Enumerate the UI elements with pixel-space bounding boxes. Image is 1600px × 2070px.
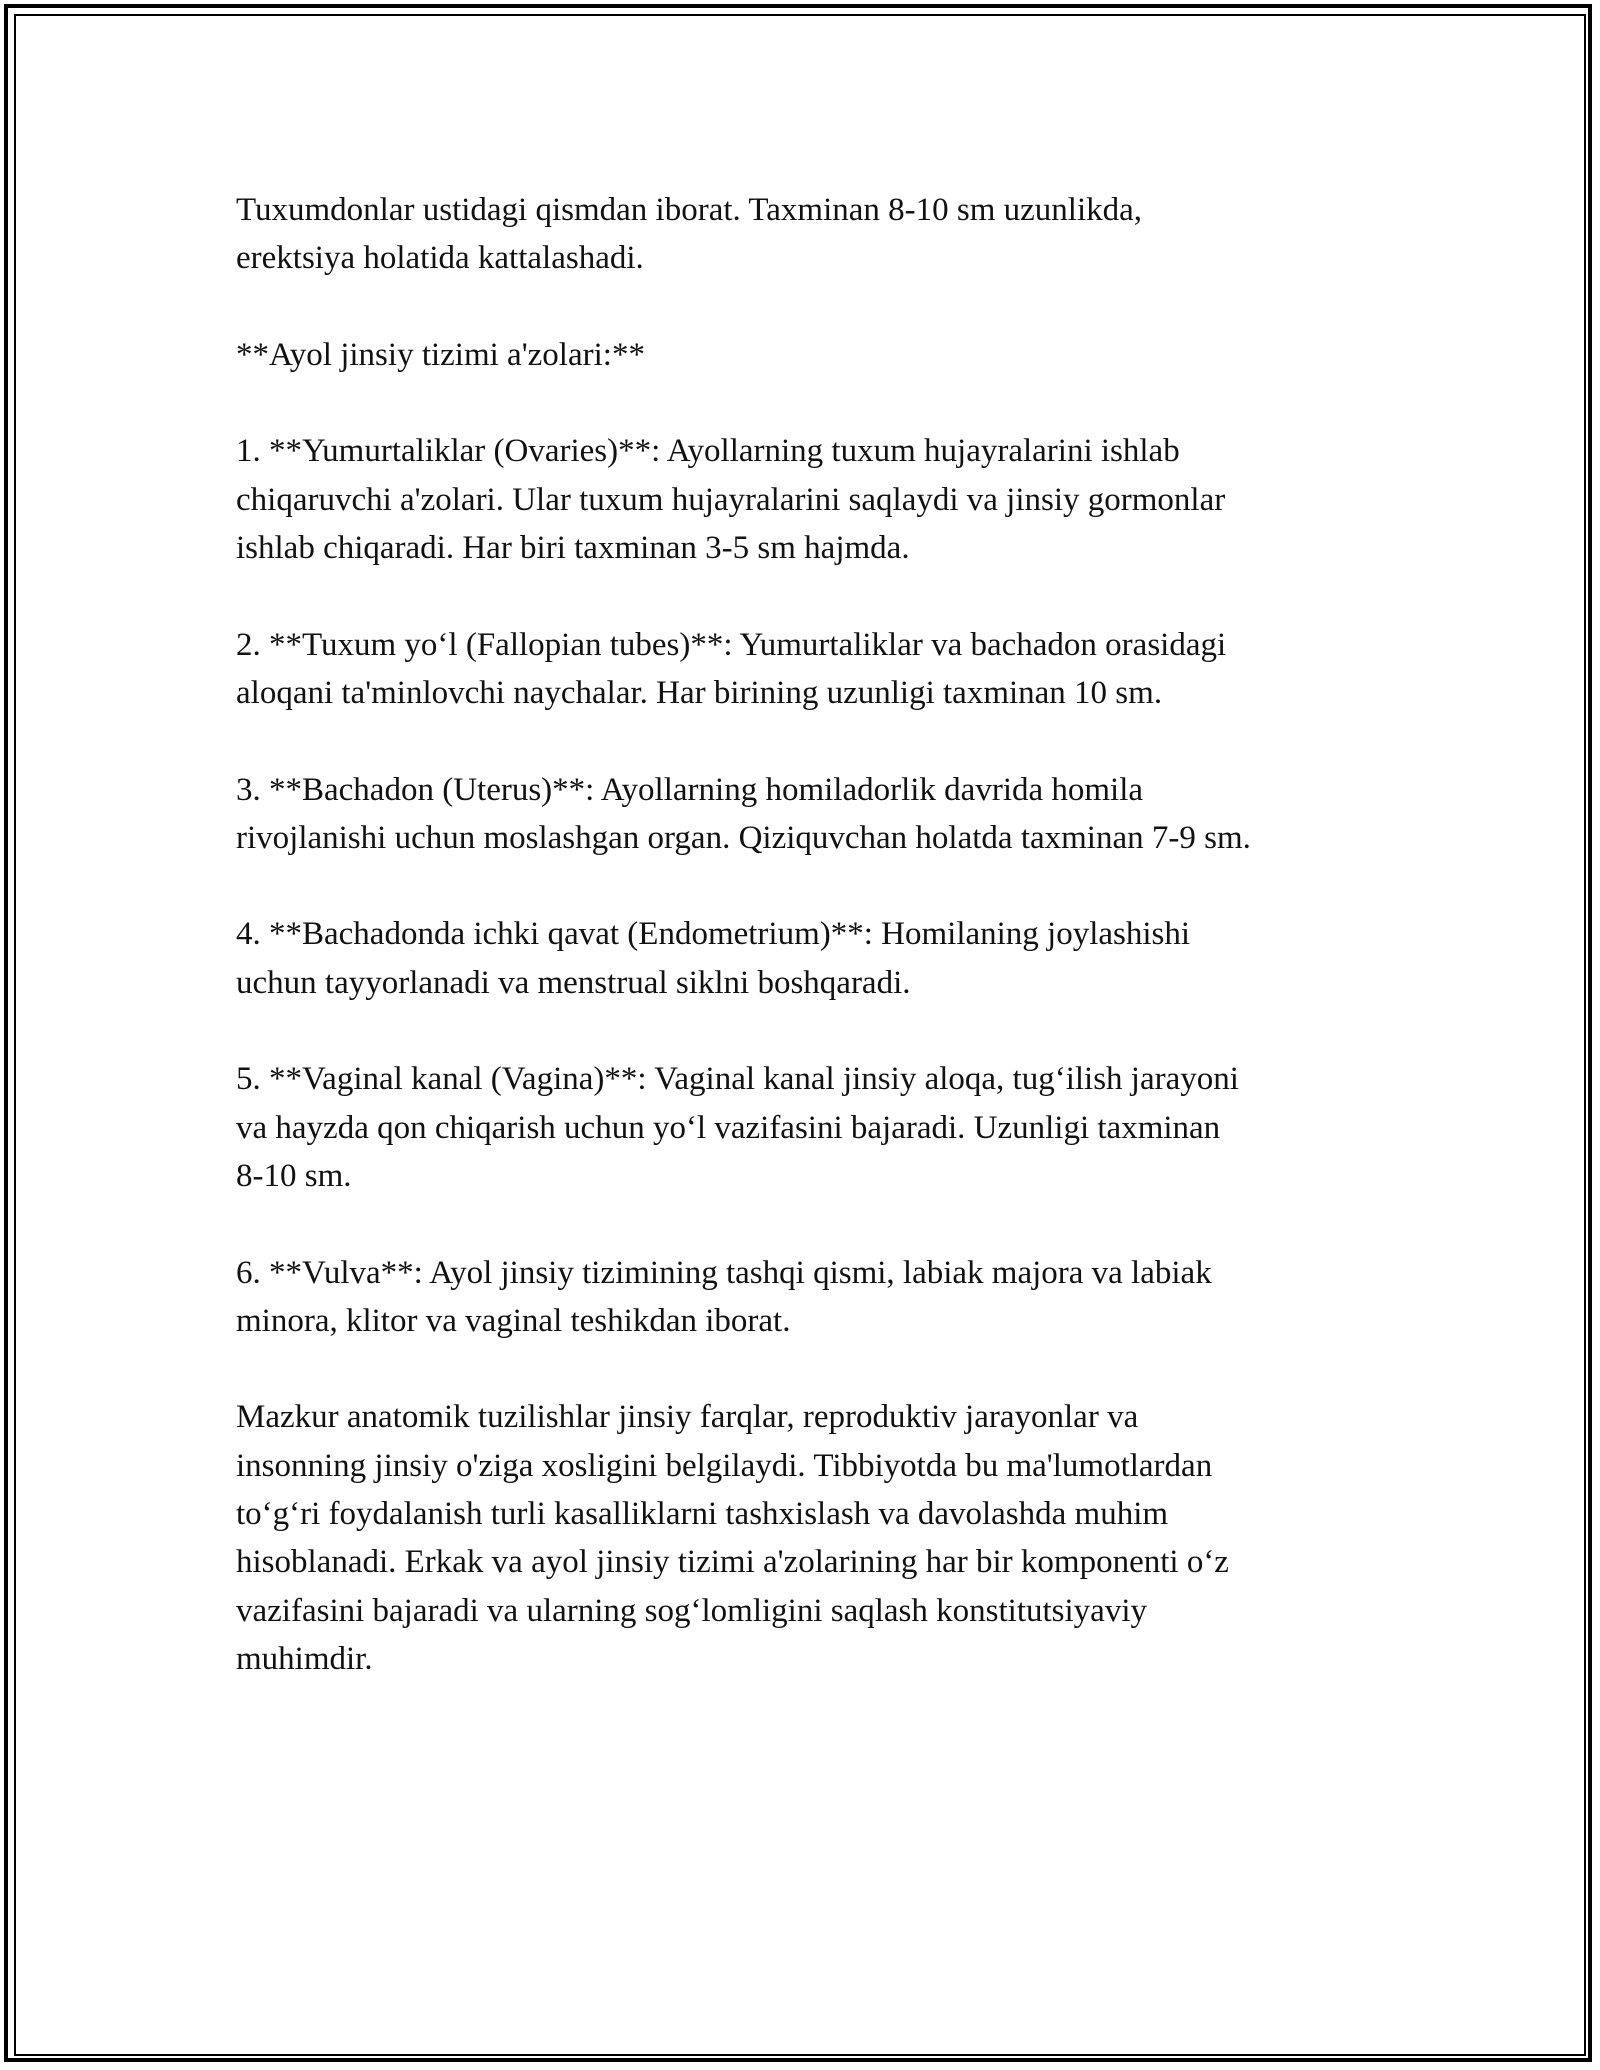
list-item-endometrium: 4. **Bachadonda ichki qavat (Endometrium)**: Homilaning joylashishi uchun tayyorlanadi va menstrual siklni boshqaradi. (236, 916, 1191, 1001)
list-item-vagina: 5. **Vaginal kanal (Vagina)**: Vaginal kanal jinsiy aloqa, tug‘ilish jarayoni va hayzda qon chiqarish uchun yo‘l vazifasini bajaradi. Uzunligi taxminan 8-10 sm. (236, 1061, 1239, 1194)
section-heading: **Ayol jinsiy tizimi a'zolari:** (236, 336, 645, 373)
list-item-vulva: 6. **Vulva**: Ayol jinsiy tizimining tashqi qismi, labiak majora va labiak minora, klitor va vaginal teshikdan iborat. (236, 1254, 1212, 1339)
list-item-ovaries: 1. **Yumurtaliklar (Ovaries)**: Ayollarning tuxum hujayralarini ishlab chiqaruvchi a'zolari. Ular tuxum hujayralarini saqlaydi va jinsiy gormonlar ishlab chiqaradi. Har biri taxminan 3-5 sm hajmda. (236, 433, 1226, 567)
list-item-fallopian-tubes: 2. **Tuxum yo‘l (Fallopian tubes)**: Yumurtaliklar va bachadon orasidagi aloqani ta'minlovchi naychalar. Har birining uzunligi taxminan 10 sm. (236, 626, 1227, 711)
intro-paragraph: Tuxumdonlar ustidagi qismdan iborat. Taxminan 8-10 sm uzunlikda, erektsiya holatida kattalashadi. (236, 192, 1143, 277)
list-item-uterus: 3. **Bachadon (Uterus)**: Ayollarning homiladorlik davrida homila rivojlanishi uchun moslashgan organ. Qiziquvchan holatda taxminan 7-9 sm. (236, 771, 1251, 856)
conclusion-paragraph: Mazkur anatomik tuzilishlar jinsiy farqlar, reproduktiv jarayonlar va insonning jinsiy o'ziga xosligini belgilaydi. Tibbiyotda bu ma'lumotlardan to‘g‘ri foydalanish turli kasalliklarni tashxislash va davolashda muhim hisoblanadi. Erkak va ayol jinsiy tizimi a'zolarining har bir komponenti o‘z vazifasini bajaradi va ularning sog‘lomligini saqlash konstitutsiyaviy muhimdir. (236, 1399, 1229, 1677)
document-body (236, 186, 1376, 1732)
